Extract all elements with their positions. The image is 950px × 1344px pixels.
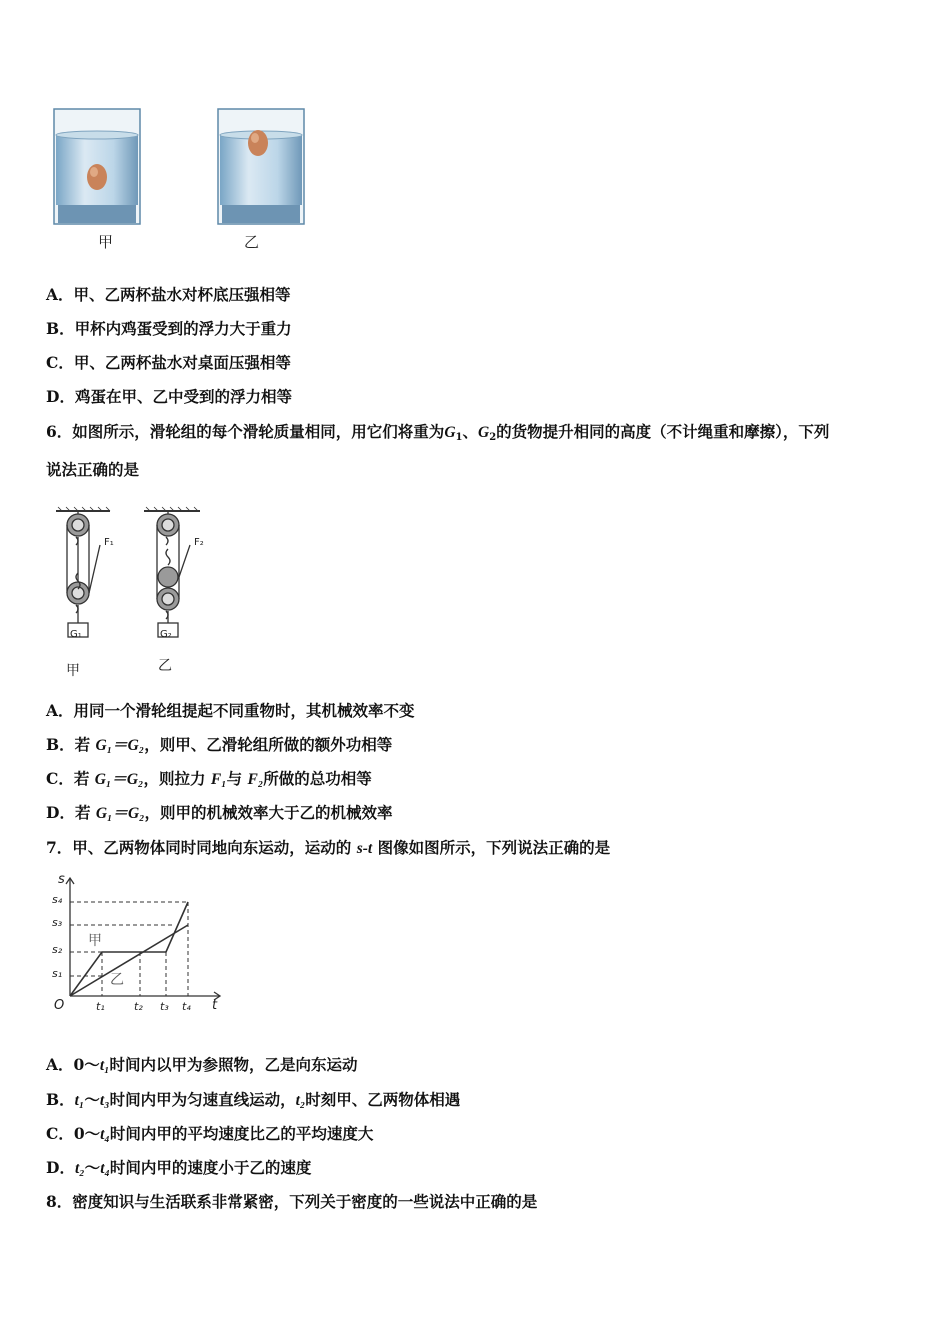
q6-option-d-prefix: D．若: [46, 803, 96, 822]
q6-option-b: [46, 735, 392, 756]
q5-option-c: C．甲、乙两杯盐水对桌面压强相等: [46, 353, 291, 372]
q7-option-a: [46, 1055, 358, 1076]
q7-option-b-t3: t₃: [99, 1092, 110, 1109]
q7-option-d-t2: t₂: [74, 1160, 85, 1177]
q7-option-b-t1: t₁: [74, 1092, 85, 1109]
q7-option-d-t4: t₄: [100, 1160, 110, 1177]
q7-option-d-prefix: D．: [46, 1158, 75, 1177]
q6-stem-part1: 如图所示，滑轮组的每个滑轮质量相同，用它们将重为: [72, 422, 445, 441]
q7-option-d: [46, 1158, 311, 1179]
x-tick-t3: t₃: [160, 1000, 169, 1013]
q6-option-c-text: 所做的总功相等: [263, 769, 372, 788]
pulley-f1-label: F₁: [104, 537, 114, 548]
q6-option-d: [46, 803, 393, 824]
q6-g2-sub: 2: [489, 432, 497, 443]
q6-g1: G: [444, 424, 456, 441]
pulley-system-a: [67, 511, 100, 637]
q7-option-a-t: t₁: [99, 1057, 110, 1074]
y-tick-s2: s₂: [52, 943, 63, 956]
q6-option-c-and: 与: [226, 769, 248, 788]
origin-label: O: [54, 998, 65, 1013]
q6-option-c-f1: F₁: [210, 771, 227, 788]
y-tick-s4: s₄: [52, 893, 63, 906]
egg-b: [248, 130, 268, 156]
y-axis-label: s: [58, 872, 65, 887]
q5-option-b: B．甲杯内鸡蛋受到的浮力大于重力: [46, 319, 292, 338]
q6-option-c-prefix: C．若: [46, 769, 95, 788]
q6-stem-part2: 的货物提升相同的高度（不计绳重和摩擦），下列: [496, 422, 830, 441]
q7-option-c: [46, 1124, 373, 1145]
x-tick-t2: t₂: [134, 1000, 143, 1013]
line-yi-label: 乙: [110, 972, 124, 988]
q6-option-d-text: ，则甲的机械效率大于乙的机械效率: [144, 803, 393, 822]
q7-stem: [46, 838, 610, 859]
q6-option-d-equation: G₁＝G₂: [95, 805, 145, 822]
glass-a: [54, 109, 140, 224]
q6-stem-line2: 说法正确的是: [46, 460, 140, 479]
q7-option-b-text: 时刻甲、乙两物体相遇: [305, 1090, 461, 1109]
q7-option-b-mid: 时间内甲为匀速直线运动，: [109, 1090, 296, 1109]
q7-option-d-tilde: ～: [84, 1158, 101, 1177]
q7-option-b-prefix: B．: [46, 1090, 75, 1109]
q6-number: 6．: [46, 422, 73, 441]
egg-glasses-drawing: [44, 105, 314, 230]
glass-b: [218, 109, 304, 224]
q7-option-c-t: t₄: [100, 1126, 110, 1143]
q6-option-b-equation: G₁＝G₂: [95, 737, 145, 754]
y-tick-s3: s₃: [52, 916, 63, 929]
pulley-label-b: 乙: [158, 658, 172, 674]
pulley-box-g1: G₁: [70, 629, 82, 640]
q6-option-b-text: ，则甲、乙滑轮组所做的额外功相等: [144, 735, 393, 754]
q7-option-a-text: 时间内以甲为参照物，乙是向东运动: [109, 1055, 358, 1074]
st-graph: [44, 872, 234, 1022]
pulley-box-g2: G₂: [160, 629, 172, 640]
q6-g2: G: [478, 424, 490, 441]
glass-a-label: 甲: [98, 233, 114, 251]
x-axis-label: t: [212, 998, 218, 1013]
q7-stem-prefix: 7．甲、乙两物体同时同地向东运动，运动的: [46, 838, 357, 857]
q7-option-b-tilde: ～: [84, 1090, 100, 1109]
q7-stem-text: 图像如图所示，下列说法正确的是: [372, 838, 611, 857]
x-tick-t1: t₁: [96, 1000, 105, 1013]
q7-st-symbol: s-t: [356, 840, 373, 857]
pulley-f2-label: F₂: [194, 537, 204, 548]
q7-option-d-text: 时间内甲的速度小于乙的速度: [109, 1158, 312, 1177]
q6-stem-line1: [46, 422, 829, 448]
q6-option-b-prefix: B．若: [46, 735, 96, 754]
x-tick-t4: t₄: [182, 1000, 191, 1013]
q8-stem: 8．密度知识与生活联系非常紧密，下列关于密度的一些说法中正确的是: [46, 1192, 538, 1211]
q6-option-c: [46, 769, 372, 790]
q7-option-a-prefix: A．0～: [46, 1055, 100, 1074]
glass-b-label: 乙: [244, 233, 260, 251]
egg-a: [87, 164, 107, 190]
pulley-figure: [48, 505, 228, 680]
q6-g1-sub: 1: [455, 432, 463, 443]
q6-sep: 、: [462, 422, 478, 441]
q6-option-c-f2: F₂: [247, 771, 264, 788]
q6-option-c-mid: ，则拉力: [143, 769, 211, 788]
line-jia-label: 甲: [88, 933, 102, 949]
q6-option-a: A．用同一个滑轮组提起不同重物时，其机械效率不变: [46, 701, 415, 720]
q7-option-b-t2: t₂: [295, 1092, 306, 1109]
pulley-label-a: 甲: [66, 663, 80, 679]
q6-option-c-equation: G₁＝G₂: [94, 771, 144, 788]
q5-option-d: D．鸡蛋在甲、乙中受到的浮力相等: [46, 387, 292, 406]
q7-option-c-prefix: C．0～: [46, 1124, 101, 1143]
q7-option-c-text: 时间内甲的平均速度比乙的平均速度大: [109, 1124, 374, 1143]
q7-option-b: [46, 1090, 460, 1111]
q5-option-a: A．甲、乙两杯盐水对杯底压强相等: [46, 285, 291, 304]
pulley-system-b: [157, 511, 190, 637]
y-tick-s1: s₁: [52, 967, 63, 980]
egg-glasses-figure: [44, 105, 314, 255]
